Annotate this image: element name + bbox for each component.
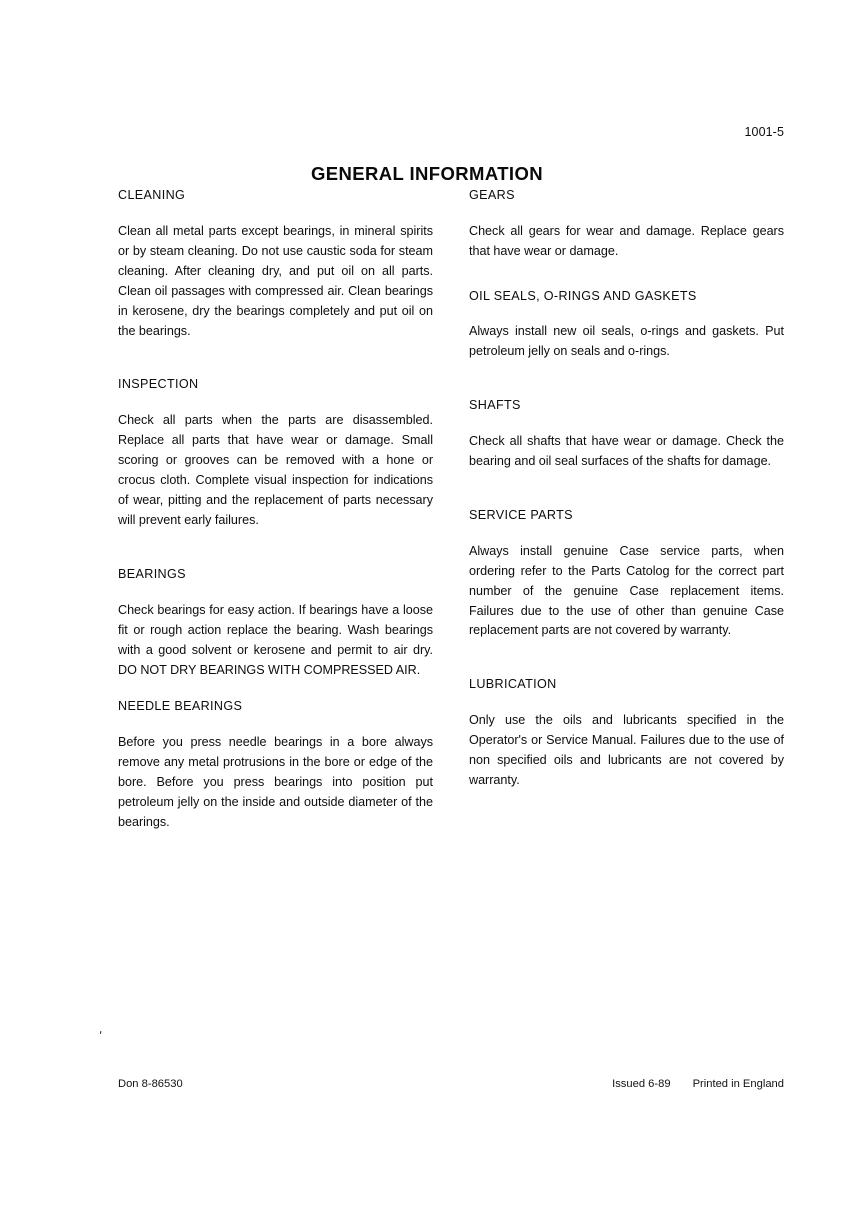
- section-needle-bearings: [118, 699, 433, 833]
- scan-artifact-mark: ': [98, 1027, 103, 1044]
- spacer: [118, 341, 433, 377]
- section-heading-lubrication: LUBRICATION: [469, 677, 557, 692]
- page-title: GENERAL INFORMATION: [311, 163, 543, 185]
- section-body-cleaning: Clean all metal parts except bearings, in mineral spirits or by steam cleaning. Do not use caustic soda for steam cleaning. After cleaning dry, and put oil on all parts. Clean oil passages with compressed air. Clean bearings in kerosene, dry the bearings completely and put oil on the bearings.: [118, 223, 433, 338]
- spacer: [469, 204, 784, 222]
- footer-right-group: [612, 1078, 784, 1090]
- footer-issued-date: Issued 6-89: [612, 1078, 671, 1090]
- section-heading-oil-seals: OIL SEALS, O-RINGS AND GASKETS: [469, 288, 697, 303]
- section-service-parts: [469, 508, 784, 642]
- footer-printed-location: Printed in England: [692, 1078, 784, 1090]
- section-body-service-parts: Always install genuine Case service parts, when ordering refer to the Parts Catolog for the correct part number of the genuine Case replacement items. Failures due to the use of other than genuine Case replacement parts are not covered by warranty.: [469, 543, 784, 638]
- spacer: [469, 262, 784, 289]
- spacer: [469, 362, 784, 398]
- section-heading-service-parts: SERVICE PARTS: [469, 507, 573, 522]
- section-body-bearings: Check bearings for easy action. If bearings have a loose fit or rough action replace the bearing. Wash bearings with a good solvent or kerosene and permit to air dry. DO NOT DRY BEARINGS WITH COMPRESSED AIR.: [118, 602, 433, 677]
- spacer: [118, 680, 433, 699]
- section-body-lubrication: Only use the oils and lubricants specified in the Operator's or Service Manual. Failures due to the use of non specified oils and lubricants are not covered by warranty.: [469, 713, 784, 788]
- spacer: [469, 472, 784, 508]
- spacer: [118, 204, 433, 222]
- spacer: [469, 304, 784, 322]
- section-bearings: [118, 567, 433, 681]
- section-lubrication: [469, 677, 784, 791]
- section-body-oil-seals: Always install new oil seals, o-rings and gaskets. Put petroleum jelly on seals and o-rings.: [469, 324, 784, 359]
- section-heading-cleaning: CLEANING: [118, 188, 186, 202]
- section-oil-seals: [469, 289, 784, 363]
- spacer: [469, 641, 784, 677]
- section-body-needle-bearings: Before you press needle bearings in a bore always remove any metal protrusions in the bore or edge of the bore. Before you press bearings into position put petroleum jelly on the inside and outside diameter of the bearings.: [118, 735, 433, 829]
- section-heading-bearings: BEARINGS: [118, 566, 186, 581]
- spacer: [118, 583, 433, 601]
- section-heading-needle-bearings: NEEDLE BEARINGS: [118, 699, 243, 714]
- spacer: [118, 715, 433, 733]
- footer-document-code: Don 8-86530: [118, 1078, 183, 1090]
- section-body-gears: Check all gears for wear and damage. Replace gears that have wear or damage.: [469, 223, 784, 258]
- page-number: 1001-5: [744, 125, 784, 139]
- section-gears: [469, 188, 784, 262]
- two-column-body: [118, 188, 784, 833]
- spacer: [469, 414, 784, 432]
- section-heading-shafts: SHAFTS: [469, 398, 521, 413]
- spacer: [469, 693, 784, 711]
- page-footer: [118, 1078, 784, 1090]
- section-cleaning: [118, 188, 433, 341]
- section-body-shafts: Check all shafts that have wear or damage. Check the bearing and oil seal surfaces of the shafts for damage.: [469, 434, 784, 468]
- section-inspection: [118, 377, 433, 530]
- spacer: [118, 531, 433, 567]
- section-heading-inspection: INSPECTION: [118, 377, 199, 392]
- spacer: [118, 393, 433, 411]
- left-column: [118, 188, 433, 833]
- right-column: [469, 188, 784, 833]
- section-body-inspection: Check all parts when the parts are disassembled. Replace all parts that have wear or damage. Small scoring or grooves can be removed with a hone or crocus cloth. Complete visual inspection for indications of wear, pitting and the replacement of parts necessary will prevent early failures.: [118, 413, 433, 527]
- section-shafts: [469, 398, 784, 472]
- section-heading-gears: GEARS: [469, 188, 515, 202]
- spacer: [469, 524, 784, 542]
